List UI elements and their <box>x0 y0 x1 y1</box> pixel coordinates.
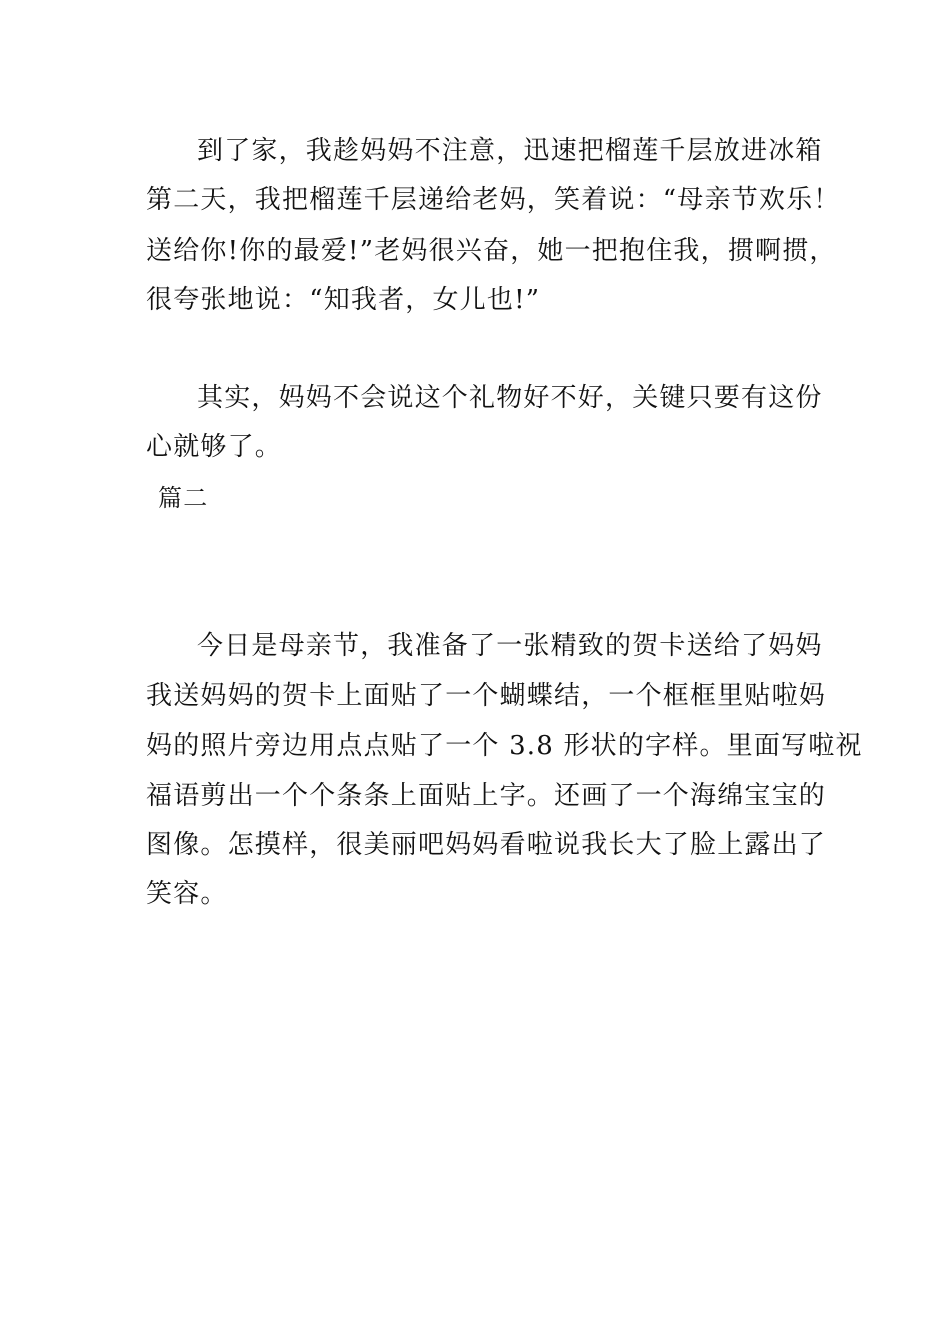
text-line: 送给你!你的最爱!”老妈很兴奋，她一把抱住我，掼啊掼， <box>146 236 837 266</box>
text-line: 我送妈妈的贺卡上面贴了一个蝴蝶结，一个框框里贴啦妈 <box>146 681 827 711</box>
text-line: 第二天，我把榴莲千层递给老妈，笑着说：“母亲节欢乐！ <box>146 185 841 215</box>
text-line: 福语剪出一个个条条上面贴上字。还画了一个海绵宝宝的 <box>146 781 827 811</box>
text-line: 笑容。 <box>146 879 228 909</box>
section-heading: 篇二 <box>158 484 209 512</box>
text-line: 图像。怎摸样，很美丽吧妈妈看啦说我长大了脸上露出了 <box>146 830 827 860</box>
text-line: 今日是母亲节，我准备了一张精致的贺卡送给了妈妈 <box>197 631 823 661</box>
text-line: 妈的照片旁边用点点贴了一个 3.8 形状的字样。里面写啦祝 <box>146 731 863 761</box>
text-line: 心就够了。 <box>146 432 283 462</box>
text-line: 很夸张地说：“知我者，女儿也!” <box>146 285 541 315</box>
text-line: 其实，妈妈不会说这个礼物好不好，关键只要有这份 <box>197 383 823 413</box>
text-line: 到了家，我趁妈妈不注意，迅速把榴莲千层放进冰箱 <box>197 136 823 166</box>
